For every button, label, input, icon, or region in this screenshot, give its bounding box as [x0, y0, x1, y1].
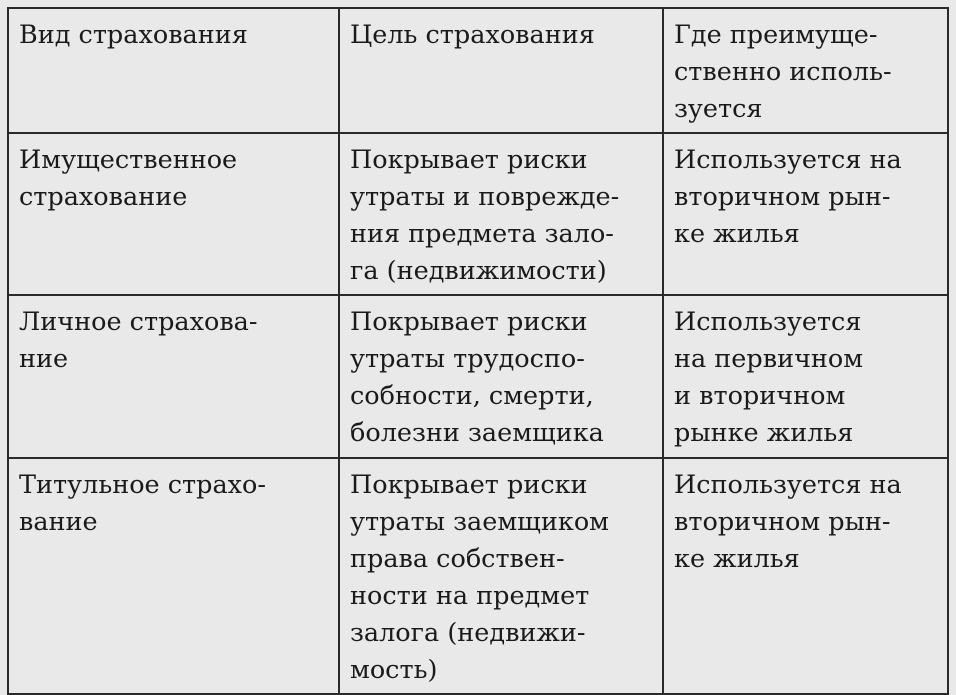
table-row [8, 458, 948, 694]
cell-insurance-type: Имущественное страхование [8, 133, 339, 295]
cell-insurance-purpose: Покрывает риски утраты трудоспо- собности, смерти, болезни заемщика [339, 295, 663, 458]
cell-insurance-purpose: Покрывает риски утраты и поврежде- ния предмета зало- га (недвижимости) [339, 133, 663, 295]
table-row [8, 295, 948, 458]
header-insurance-type: Вид страхования [8, 8, 339, 133]
cell-usage: Используется на первичном и вторичном рынке жилья [663, 295, 948, 458]
cell-insurance-purpose: Покрывает риски утраты заемщиком права собствен- ности на предмет залога (недвижи- мость) [339, 458, 663, 694]
cell-usage: Используется на вторичном рын- ке жилья [663, 133, 948, 295]
table-row [8, 133, 948, 295]
insurance-table [7, 7, 949, 695]
cell-insurance-type: Титульное страхо- вание [8, 458, 339, 694]
header-insurance-purpose: Цель страхования [339, 8, 663, 133]
cell-usage: Используется на вторичном рын- ке жилья [663, 458, 948, 694]
cell-insurance-type: Личное страхова- ние [8, 295, 339, 458]
header-usage: Где преимуще- ственно исполь- зуется [663, 8, 948, 133]
table-header-row [8, 8, 948, 133]
